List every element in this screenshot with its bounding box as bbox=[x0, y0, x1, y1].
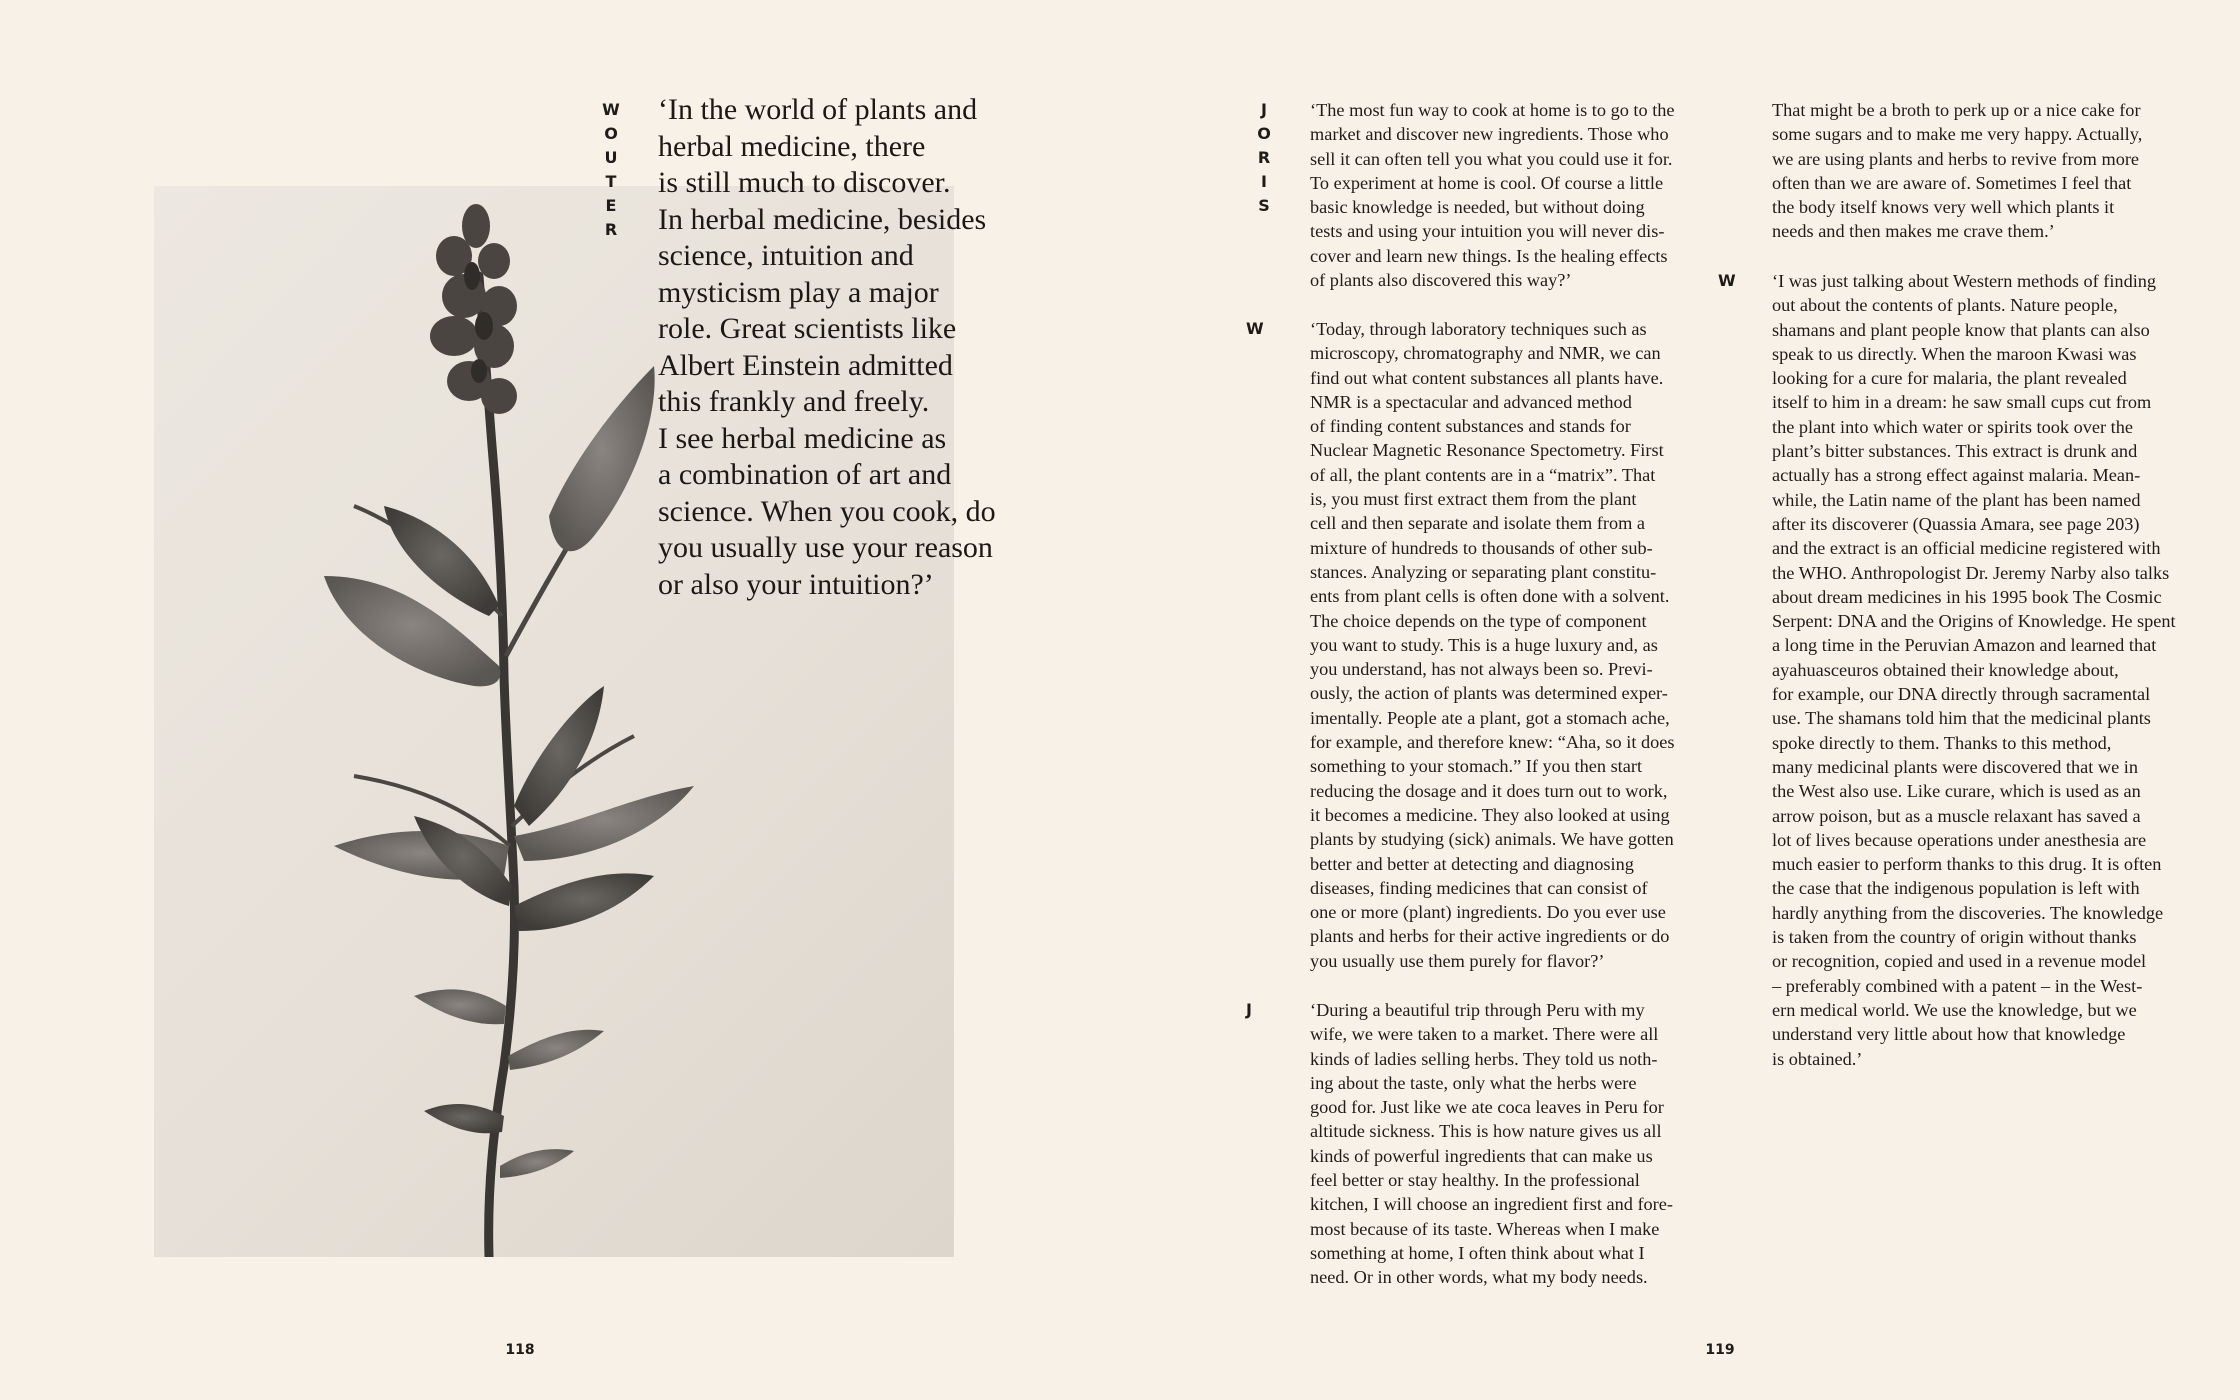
page-number-left: 118 bbox=[505, 1342, 535, 1358]
speaker-initial-j: J bbox=[1246, 1000, 1252, 1019]
column1-paragraph1: ‘The most fun way to cook at home is to go to the market and discover new ingredients. Those who sell it can often tell you what you could use it for. To experiment at home is cool. Of course a little basic knowledge is needed, but without doing tests and using your intuition you will never dis- cover and learn new things. Is the healing effects of plants also discovered this way?’ bbox=[1310, 100, 1675, 291]
speaker-initial-w-col2: W bbox=[1718, 271, 1736, 290]
page-number-right: 119 bbox=[1705, 1342, 1735, 1358]
column2-paragraph1: That might be a broth to perk up or a nice cake for some sugars and to make me very happy. Actually, we are using plants and herbs to revive from more often than we are aware of. Sometimes I feel that the body itself knows very well which plants it needs and then makes me crave them.’ bbox=[1772, 100, 2143, 242]
column1-paragraph2: ‘Today, through laboratory techniques such as microscopy, chromatography and NMR, we can find out what content substances all plants have. NMR is a spectacular and advanced method of finding content substances and stands for Nuclear Magnetic Resonance Spectometry. First of all, the plant contents are in a “matrix”. That is, you must first extract them from the plant cell and then separate and isolate them from a mixture of hundreds to thousands of other sub- stances. Analyzing or separating plant constitu- ents from plant cells is often done with a solvent. The choice depends on the type of component you want to study. This is a huge luxury and, as you understand, has not always been so. Previ- ously, the action of plants was determined exper- imentally. People ate a plant, got a stomach ache, for example, and therefore knew: “Aha, so it does something to your stomach.” If you then start reducing the dosage and it does turn out to work, it becomes a medicine. They also looked at using plants by studying (sick) animals. We have gotten better and better at detecting and diagnosing diseases, finding medicines that can consist of one or more (plant) ingredients. Do you ever use plants and herbs for their active ingredients or do you usually use them purely for flavor?’ bbox=[1310, 319, 1675, 971]
column2-paragraph2: ‘I was just talking about Western methods of finding out about the contents of plants. Nature people, shamans and plant people know that plants can also speak to us directly. When the maroon Kwasi was looking for a cure for malaria, the plant revealed itself to him in a dream: he saw small cups cut from the plant into which water or spirits took over the plant’s bitter substances. This extract is drunk and actually has a strong effect against malaria. Mean- while, the Latin name of the plant has been named after its discoverer (Quassia Amara, see page 203) and the extract is an official medicine registered with the WHO. Anthropologist Dr. Jeremy Narby also talks about dream medicines in his 1995 book The Cosmic Serpent: DNA and the Origins of Knowledge. He spent a long time in the Peruvian Amazon and learned that ayahuasceuros obtained their knowledge about, for example, our DNA directly through sacramental use. The shamans told him that the medicinal plants spoke directly to them. Thanks to this method, many medicinal plants were discovered that we in the West also use. Like curare, which is used as an arrow poison, but as a muscle relaxant has saved a lot of lives because operations under anesthesia are much easier to perform thanks to this drug. It is often the case that the indigenous population is left with hardly anything from the discoveries. The knowledge is taken from the country of origin without thanks or recognition, copied and used in a revenue model – preferably combined with a patent – in the West- ern medical world. We use the knowledge, but we understand very little about how that knowledge is obtained.’ bbox=[1772, 271, 2176, 1069]
speaker-name-joris: J O R I S bbox=[1257, 100, 1271, 215]
column1-paragraph3: ‘During a beautiful trip through Peru with my wife, we were taken to a market. There were all kinds of ladies selling herbs. They told us noth- ing about the taste, only what the herbs were good for. Just like we ate coca leaves in Peru for altitude sickness. This is how nature gives us all kinds of powerful ingredients that can make us feel better or stay healthy. In the professional kitchen, I will choose an ingredient first and fore- most because of its taste. Whereas when I make something at home, I often think about what I need. Or in other words, what my body needs. bbox=[1310, 1000, 1673, 1288]
speaker-initial-w: W bbox=[1246, 319, 1264, 338]
speaker-name-wouter: W O U T E R bbox=[602, 100, 620, 239]
pull-quote: ‘In the world of plants and herbal medicine, there is still much to discover. In herbal medicine, besides science, intuition and mysticism play a major role. Great scientists like Albert Einstein admitted this frankly and freely. I see herbal medicine as a combination of art and science. When you cook, do you usually use your reason or also your intuition?’ bbox=[658, 93, 996, 601]
